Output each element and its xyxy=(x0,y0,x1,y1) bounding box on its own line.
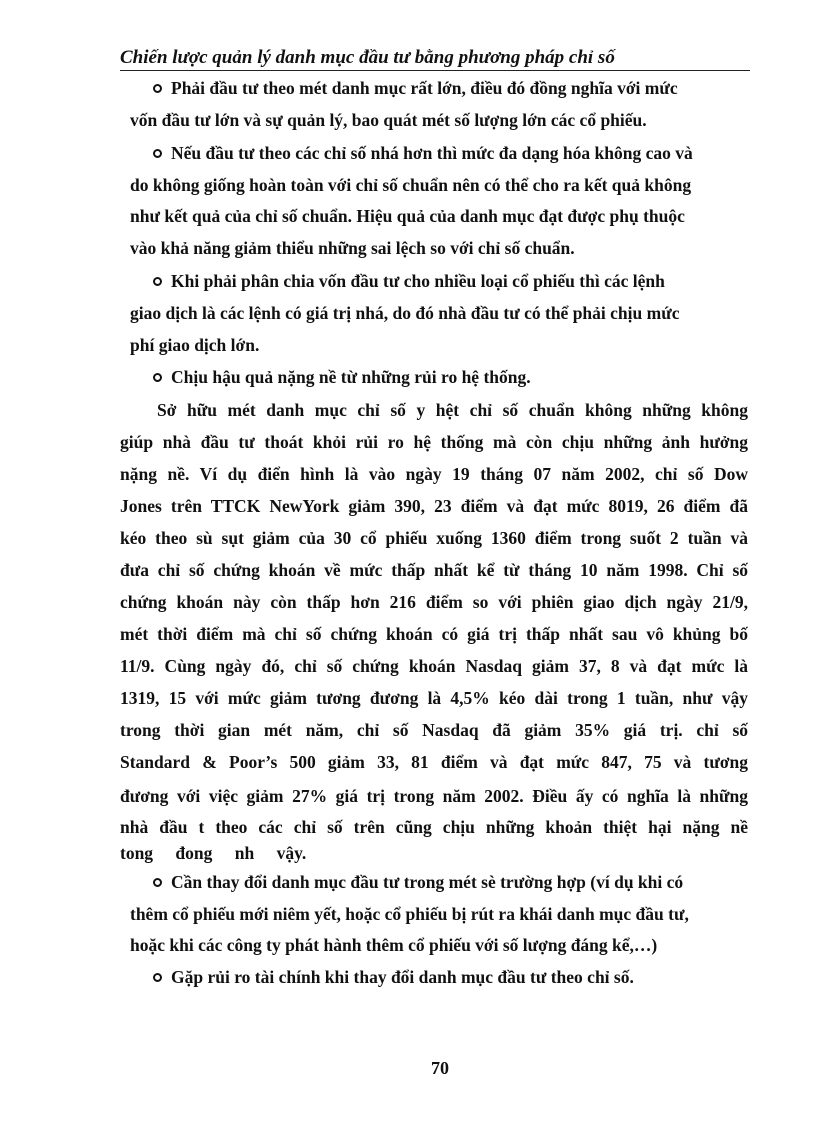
bullet-icon xyxy=(153,973,162,982)
bullet-5-line-1: Cần thay đổi danh mục đầu tư trong mét sè trường hợp (ví dụ khi có xyxy=(153,871,683,893)
paragraph-line: đưa chỉ số chứng khoán về mức thấp nhất kể từ tháng 10 năm 1998. Chỉ số xyxy=(120,560,748,580)
page-header: Chiến lược quản lý danh mục đầu tư bằng phương pháp chỉ số xyxy=(120,47,750,71)
page-number: 70 xyxy=(431,1058,449,1078)
bullet-5-line-3: hoặc khi các công ty phát hành thêm cổ phiếu với số lượng đáng kể,…) xyxy=(130,935,658,955)
paragraph-line: nhà đầu t theo các chỉ số trên cũng chịu những khoản thiệt hại nặng nề xyxy=(120,817,748,837)
paragraph-line: kéo theo sù sụt giảm của 30 cổ phiếu xuống 1360 điểm trong suốt 2 tuần và xyxy=(120,528,748,548)
paragraph-line: Standard & Poor’s 500 giảm 33, 81 điểm và đạt mức 847, 75 và tương xyxy=(120,752,748,772)
bullet-3-line-2: giao dịch là các lệnh có giá trị nhá, do đó nhà đầu tư có thể phải chịu mức xyxy=(130,303,680,323)
bullet-4-line-1: Chịu hậu quả nặng nề từ những rủi ro hệ thống. xyxy=(153,366,531,388)
bullet-icon xyxy=(153,277,162,286)
paragraph-line: trong thời gian mét năm, chỉ số Nasdaq đã giảm 35% giá trị. chỉ số xyxy=(120,720,748,740)
paragraph-line: chứng khoán này còn thấp hơn 216 điểm so với phiên giao dịch ngày 21/9, xyxy=(120,592,748,612)
bullet-3-line-1: Khi phải phân chia vốn đầu tư cho nhiều loại cổ phiếu thì các lệnh xyxy=(153,270,665,292)
paragraph-line: 1319, 15 với mức giảm tương đương là 4,5% kéo dài trong 1 tuần, như vậy xyxy=(120,688,748,708)
bullet-icon xyxy=(153,149,162,158)
paragraph-line: mét thời điểm mà chỉ số chứng khoán có giá trị thấp nhất sau vô khủng bố xyxy=(120,624,748,644)
bullet-2-line-3: như kết quả của chỉ số chuẩn. Hiệu quả của danh mục đạt được phụ thuộc xyxy=(130,206,685,226)
bullet-1-line-2: vốn đầu tư lớn và sự quản lý, bao quát mét số lượng lớn các cổ phiếu. xyxy=(130,110,647,130)
bullet-2-line-1: Nếu đầu tư theo các chỉ số nhá hơn thì mức đa dạng hóa không cao và xyxy=(153,142,693,164)
bullet-5-line-2: thêm cổ phiếu mới niêm yết, hoặc cổ phiếu bị rút ra khái danh mục đầu tư, xyxy=(130,904,689,924)
bullet-3-line-3: phí giao dịch lớn. xyxy=(130,335,260,355)
paragraph-line: đương với việc giảm 27% giá trị trong năm 2002. Điều ấy có nghĩa là những xyxy=(120,786,748,806)
paragraph-line: Sở hữu mét danh mục chỉ số y hệt chỉ số chuẩn không những không xyxy=(157,400,748,420)
bullet-2-line-2: do không giống hoàn toàn với chỉ số chuẩn nên có thể cho ra kết quả không xyxy=(130,175,692,195)
paragraph-line: tong đong nh vậy. xyxy=(120,843,307,863)
bullet-icon xyxy=(153,84,162,93)
bullet-icon xyxy=(153,878,162,887)
bullet-6-line-1: Gặp rủi ro tài chính khi thay đổi danh mục đầu tư theo chỉ số. xyxy=(153,966,634,988)
paragraph-line: Jones trên TTCK NewYork giảm 390, 23 điểm và đạt mức 8019, 26 điểm đã xyxy=(120,496,748,516)
paragraph-line: 11/9. Cùng ngày đó, chỉ số chứng khoán Nasdaq giảm 37, 8 và đạt mức là xyxy=(120,656,748,676)
paragraph-line: nặng nề. Ví dụ điển hình là vào ngày 19 tháng 07 năm 2002, chỉ số Dow xyxy=(120,464,748,484)
bullet-2-line-4: vào khả năng giảm thiểu những sai lệch so với chỉ số chuẩn. xyxy=(130,238,575,258)
bullet-icon xyxy=(153,373,162,382)
bullet-1-line-1: Phải đầu tư theo mét danh mục rất lớn, điều đó đồng nghĩa với mức xyxy=(153,77,678,99)
paragraph-line: giúp nhà đầu tư thoát khỏi rủi ro hệ thống mà còn chịu những ảnh hưởng xyxy=(120,432,748,452)
